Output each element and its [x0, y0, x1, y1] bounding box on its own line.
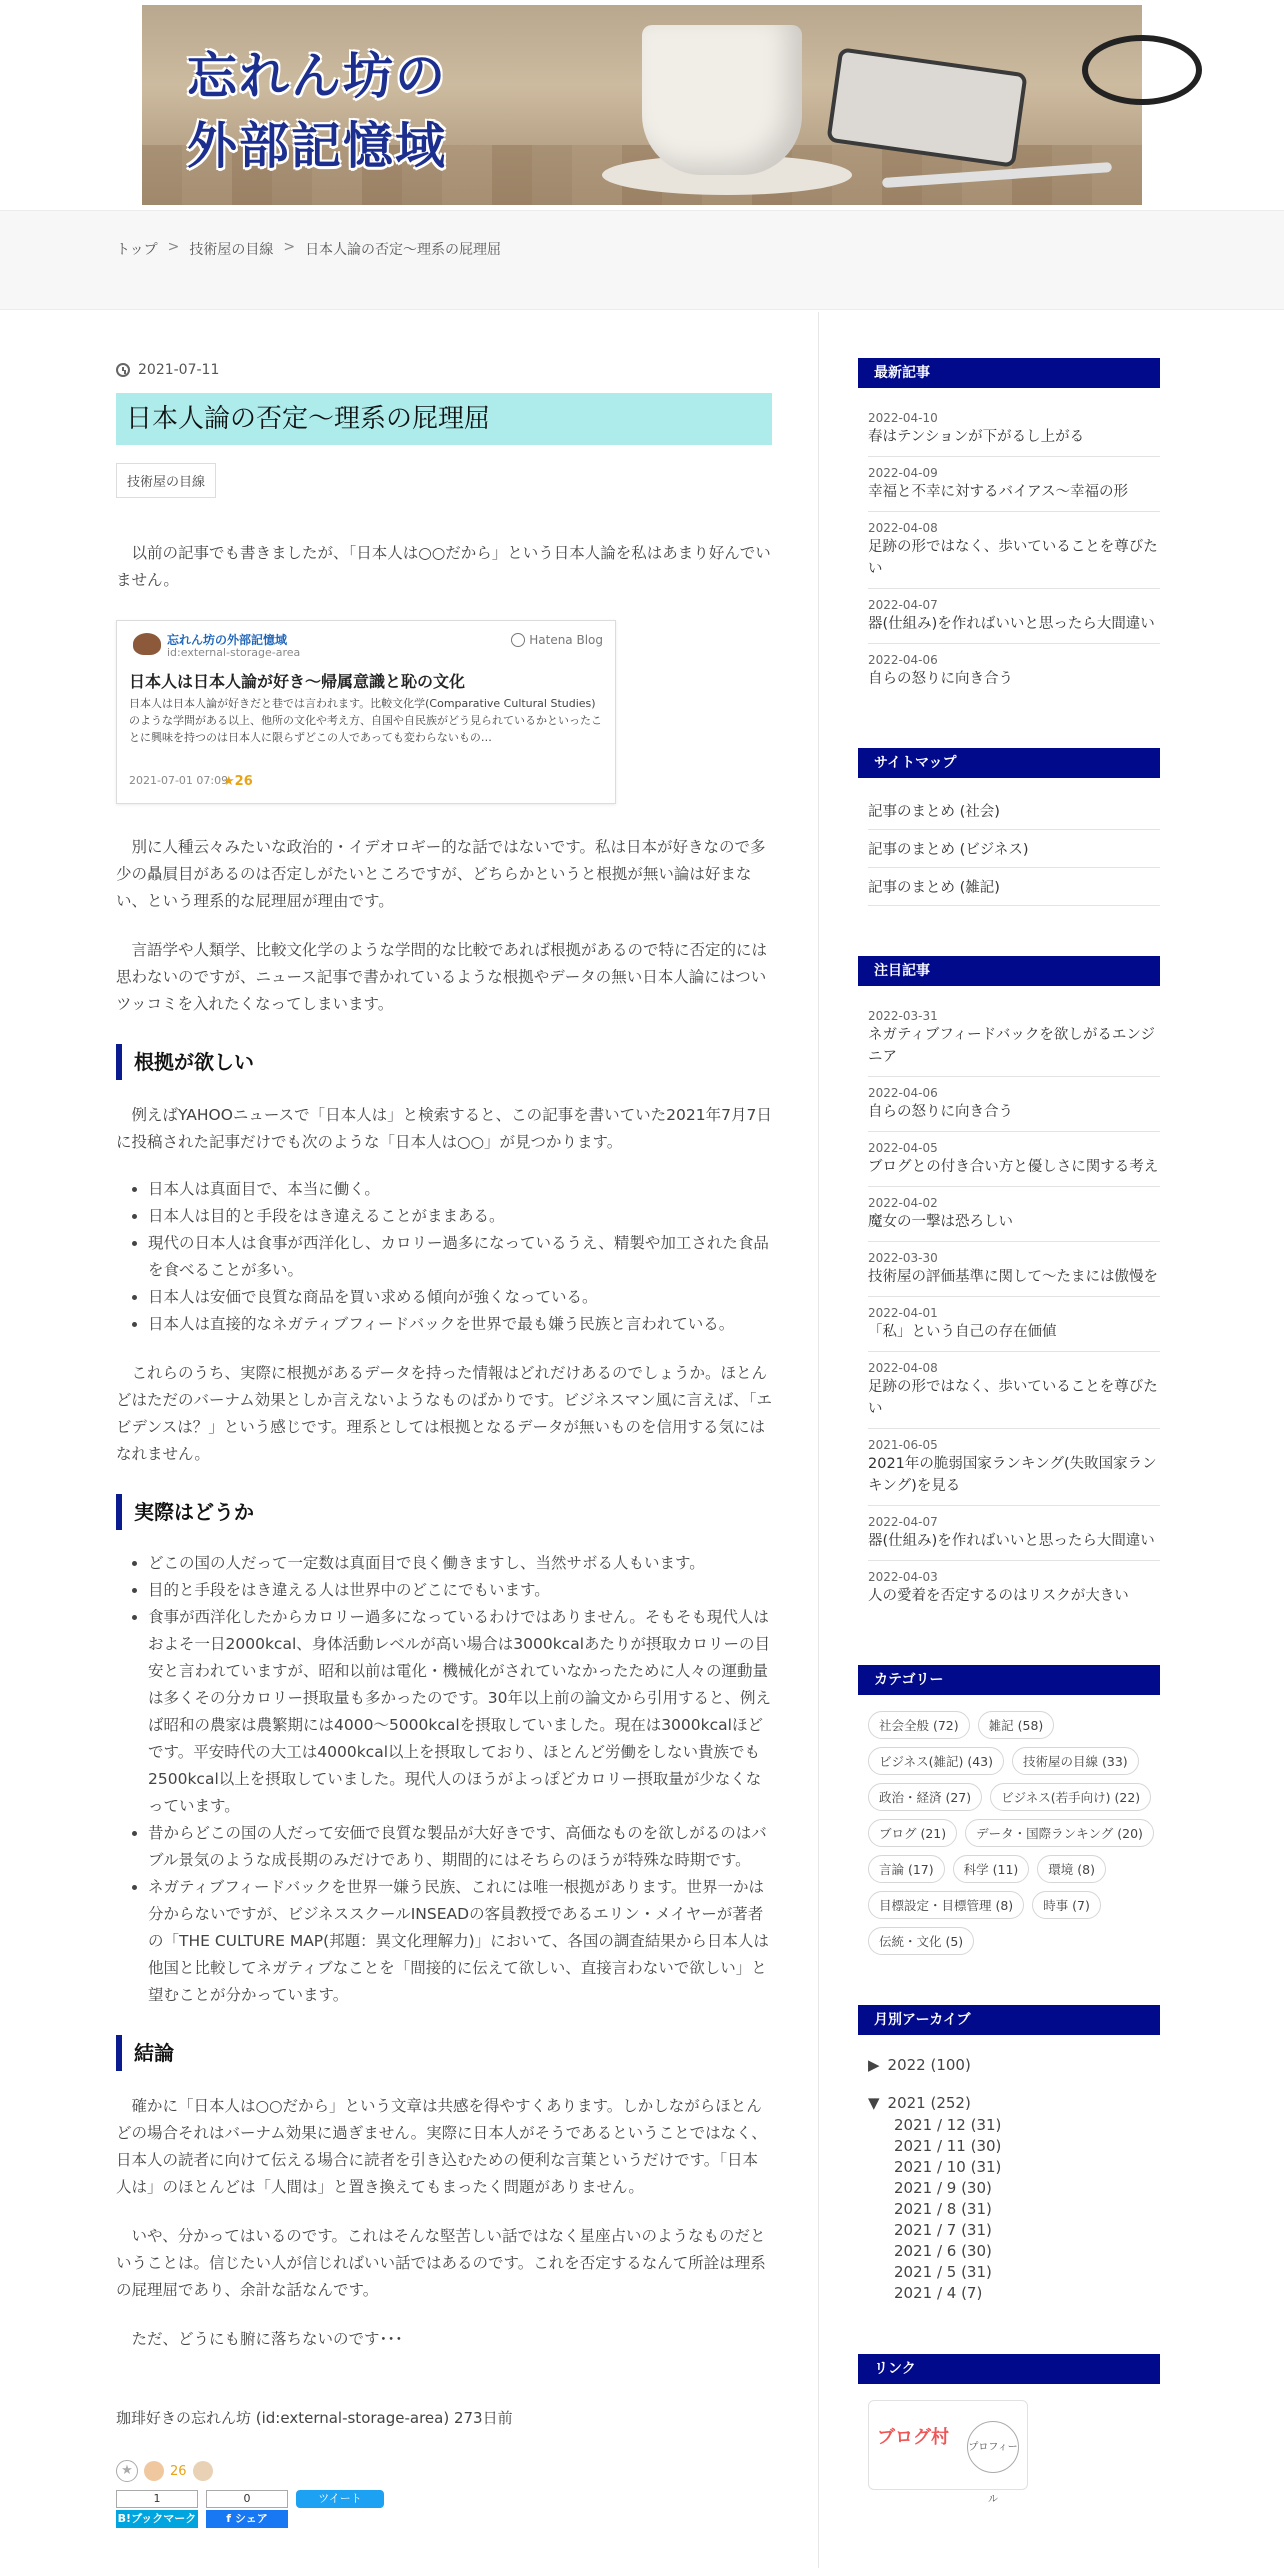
paragraph: 確かに「日本人は○○だから」という文章は共感を得やすくあります。しかしながらほとんどの場合それはバーナム効果に過ぎません。実際に日本人がそうであるということではなく、日本人の読者に向けて伝える場合に読者を引き込むための便利な言葉というだけです。「日本人は」のほとんどは「人間は」と置き換えてもまったく問題がありません。	[116, 2097, 767, 2196]
recent-post-item[interactable]	[868, 402, 1160, 457]
post-date: 2022-04-02	[868, 1196, 938, 1210]
caret-down-icon[interactable]: ▼	[868, 2094, 880, 2112]
post-title[interactable]: 器(仕組み)を作ればいいと思ったら大間違い	[868, 1533, 1155, 1549]
archive-year-2022[interactable]	[868, 2053, 1160, 2077]
module-title: カテゴリー	[858, 1665, 1160, 1695]
archive-module	[858, 2005, 1170, 2304]
archive-month-link[interactable]: 2021 / 7 (31)	[894, 2221, 992, 2239]
category-chip[interactable]: 科学 (11)	[953, 1855, 1030, 1883]
post-title[interactable]: 足跡の形ではなく、歩いていることを尊びたい	[868, 1379, 1158, 1417]
facebook-share-button[interactable]: f シェア	[206, 2510, 288, 2528]
category-chip[interactable]: 時事 (7)	[1032, 1891, 1101, 1919]
post-date: 2022-04-07	[868, 598, 938, 612]
post-date: 2022-04-08	[868, 1361, 938, 1375]
category-chip[interactable]: データ・国際ランキング (20)	[965, 1819, 1154, 1847]
featured-post-item[interactable]	[868, 1077, 1160, 1132]
category-chip[interactable]: ビジネス(雑記) (43)	[868, 1747, 1004, 1775]
breadcrumb-category[interactable]: 技術屋の目線	[189, 242, 274, 258]
sidebar	[858, 358, 1170, 2540]
module-title: 注目記事	[858, 956, 1160, 986]
featured-post-item[interactable]	[868, 1187, 1160, 1242]
recent-post-item[interactable]	[868, 644, 1160, 698]
embed-title[interactable]: 日本人は日本人論が好き～帰属意識と恥の文化	[129, 672, 466, 691]
post-date: 2022-03-30	[868, 1251, 938, 1265]
archive-months	[868, 2115, 1160, 2304]
archive-month-link[interactable]: 2021 / 8 (31)	[894, 2200, 992, 2218]
bullet-list	[116, 1176, 772, 1338]
banner-coffee-cup	[642, 25, 802, 175]
post-title[interactable]: 技術屋の評価基準に関して～たまには傲慢を	[868, 1269, 1158, 1285]
category-chip[interactable]: 伝統・文化 (5)	[868, 1927, 974, 1955]
post-title[interactable]: 自らの怒りに向き合う	[868, 671, 1013, 687]
list-item: • どこの国の人だって一定数は真面目で良く働きますし、当然サボる人もいます。	[148, 1550, 772, 1577]
hatena-logo-icon	[511, 633, 525, 647]
post-date: 2022-04-05	[868, 1141, 938, 1155]
post-title[interactable]: 春はテンションが下がるし上がる	[868, 429, 1085, 445]
breadcrumb	[116, 239, 501, 259]
featured-post-item[interactable]	[868, 1352, 1160, 1429]
post-title[interactable]: 自らの怒りに向き合う	[868, 1104, 1013, 1120]
archive-year-label[interactable]: 2021 (252)	[887, 2094, 971, 2112]
module-title: サイトマップ	[858, 748, 1160, 778]
breadcrumb-band	[0, 210, 1284, 310]
sitemap-link[interactable]: 記事のまとめ (雑記)	[868, 868, 1160, 906]
archive-month-link[interactable]: 2021 / 4 (7)	[894, 2284, 983, 2302]
recent-post-item[interactable]	[868, 589, 1160, 644]
list-item: • 日本人は安価で良質な商品を買い求める傾向が強くなっている。	[148, 1284, 772, 1311]
post-date: 2022-04-10	[868, 411, 938, 425]
post-date: 2022-03-31	[868, 1009, 938, 1023]
breadcrumb-separator: >	[167, 239, 180, 255]
embed-blog-id: id:external-storage-area	[167, 646, 301, 659]
paragraph: これらのうち、実際に根拠があるデータを持った情報はどれだけあるのでしょうか。ほとんどはただのバーナム効果としか言えないようなものばかりです。ビジネスマン風に言えば、「エビデンスは？」という感じです。理系としては根拠となるデータが無いものを信用する気にはなれません。	[116, 1364, 772, 1463]
recent-post-item[interactable]	[868, 457, 1160, 512]
archive-year-label[interactable]: 2022 (100)	[887, 2056, 971, 2074]
embed-blog-name[interactable]: 忘れん坊の外部記憶域	[167, 633, 288, 647]
post-date: 2022-04-01	[868, 1306, 938, 1320]
categories-module	[858, 1665, 1170, 1955]
hatena-blog-logo	[511, 633, 603, 647]
list-item: • ネガティブフィードバックを世界一嫌う民族、これには唯一根拠があります。世界一かは分からないですが、ビジネススクールINSEADの客員教授であるエリン・メイヤーが著者の「THE CULTURE MAP(邦題：異文化理解力)」において、各国の調査結果から日本人は他国と比較してネガティブなことを「間接的に伝えて欲しい、直接言わないで欲しい」と望むことが分かっています。	[148, 1874, 772, 2009]
entry-title[interactable]: 日本人論の否定～理系の屁理屈	[116, 393, 772, 445]
category-chip[interactable]: 目標設定・目標管理 (8)	[868, 1891, 1024, 1919]
category-chip[interactable]: 雑記 (58)	[978, 1711, 1055, 1739]
paragraph: 以前の記事でも書きましたが、「日本人は○○だから」という日本人論を私はあまり好んでいません。	[116, 544, 771, 589]
category-chip[interactable]: ブログ (21)	[868, 1819, 957, 1847]
breadcrumb-top[interactable]: トップ	[116, 242, 158, 258]
module-title: リンク	[858, 2354, 1160, 2384]
post-title[interactable]: 足跡の形ではなく、歩いていることを尊びたい	[868, 539, 1158, 577]
entry-date-link[interactable]: 2021-07-11	[138, 362, 220, 378]
profile-circle[interactable]: プロフィール	[967, 2421, 1019, 2473]
paragraph: いや、分かってはいるのです。これはそんな堅苦しい話ではなく星座占いのようなものだということは。信じたい人が信じればいい話ではあるのです。これを否定するなんて所詮は理系の屁理屈であり、余計な話なんです。	[116, 2227, 766, 2299]
list-item: • 食事が西洋化したからカロリー過多になっているわけではありません。そもそも現代人はおよそ一日2000kcal、身体活動レベルが高い場合は3000kcalあたりが摂取カロリーの目安と言われていますが、昭和以前は電化・機械化がされていなかったために人々の運動量は多くその分カロリー摂取量も多かったのです。30年以上前の論文から引用すると、例えば昭和の農家は農繁期には4000～5000kcalを摂取していました。現在は3000kcalほどです。平安時代の大工は4000kcal以上を摂取しており、ほとんど労働をしない貴族でも2500kcal以上を摂取していました。現代人のほうがよっぽどカロリー摂取量が少なくなっています。	[148, 1604, 772, 1820]
featured-post-item[interactable]	[868, 1132, 1160, 1187]
category-chip[interactable]: 環境 (8)	[1037, 1855, 1106, 1883]
hatena-blog-label: Hatena Blog	[529, 633, 603, 647]
module-title: 最新記事	[858, 358, 1160, 388]
post-date: 2022-04-06	[868, 653, 938, 667]
post-title[interactable]: 幸福と不幸に対するバイアス～幸福の形	[868, 484, 1128, 500]
post-title[interactable]: ネガティブフィードバックを欲しがるエンジニア	[868, 1027, 1156, 1065]
featured-post-item[interactable]	[868, 1506, 1160, 1561]
star-count: 26	[170, 2463, 187, 2479]
featured-post-item[interactable]	[868, 1297, 1160, 1352]
featured-posts-module	[858, 956, 1170, 1615]
list-item: • 昔からどこの国の人だって安価で良質な製品が大好きです、高価なものを欲しがるのはバブル景気のような成長期のみだけであり、期間的にはそちらのほうが特殊な時期です。	[148, 1820, 772, 1874]
featured-post-item[interactable]	[868, 1561, 1160, 1615]
sitemap-link[interactable]: 記事のまとめ (ビジネス)	[868, 830, 1160, 868]
category-chip[interactable]: ビジネス(若手向け) (22)	[990, 1783, 1151, 1811]
section-heading: 根拠が欲しい	[116, 1044, 772, 1080]
paragraph: 言語学や人類学、比較文化学のような学問的な比較であれば根拠があるので特に否定的には思わないのですが、ニュース記事で書かれているような根拠やデータの無い日本人論にはついツッコミを入れたくなってしまいます。	[116, 941, 768, 1013]
post-date: 2022-04-03	[868, 1570, 938, 1584]
entry-date	[116, 355, 772, 385]
featured-post-item[interactable]	[868, 1000, 1160, 1077]
post-title[interactable]: 2021年の脆弱国家ランキング(失敗国家ランキング)を見る	[868, 1456, 1157, 1494]
hatena-bookmark-button[interactable]: B!ブックマーク	[116, 2510, 198, 2528]
post-date: 2022-04-06	[868, 1086, 938, 1100]
list-item: • 日本人は目的と手段をはき違えることがままある。	[148, 1203, 772, 1230]
category-chip[interactable]: 言論 (17)	[868, 1855, 945, 1883]
post-date: 2021-06-05	[868, 1438, 938, 1452]
coffee-cup-icon	[133, 633, 161, 655]
sitemap-module	[858, 748, 1170, 906]
entry-category-tag[interactable]: 技術屋の目線	[116, 463, 216, 498]
post-title[interactable]: 魔女の一撃は恐ろしい	[868, 1214, 1013, 1230]
module-title: 月別アーカイブ	[858, 2005, 1160, 2035]
post-date: 2022-04-07	[868, 1515, 938, 1529]
recent-post-item[interactable]	[868, 512, 1160, 589]
site-header	[0, 0, 1284, 210]
embed-star-count: ★26	[223, 774, 253, 789]
section-heading: 実際はどうか	[116, 1494, 772, 1530]
hatena-star-row	[116, 2460, 772, 2482]
paragraph: ただ、どうにも腑に落ちないのです･･･	[131, 2330, 403, 2348]
breadcrumb-separator: >	[283, 239, 296, 255]
paragraph: 別に人種云々みたいな政治的・イデオロギー的な話ではないです。私は日本が好きなので多少の贔屓目があるのは否定しがたいところですが、どちらかというと根拠が無い論は好まない、という理系的な屁理屈が理由です。	[116, 838, 766, 910]
clock-icon	[116, 363, 130, 377]
breadcrumb-current: 日本人論の否定～理系の屁理屈	[305, 242, 502, 258]
featured-post-item[interactable]	[868, 1429, 1160, 1506]
category-chip[interactable]: 政治・経済 (27)	[868, 1783, 982, 1811]
entry-author-line[interactable]: 珈琲好きの忘れん坊 (id:external-storage-area) 273日前	[116, 2409, 513, 2427]
article	[116, 355, 772, 2528]
recent-posts-module	[858, 358, 1170, 698]
section-heading: 結論	[116, 2035, 772, 2071]
archive-month-link[interactable]: 2021 / 6 (30)	[894, 2242, 992, 2260]
post-date: 2022-04-09	[868, 466, 938, 480]
post-date: 2022-04-08	[868, 521, 938, 535]
post-title[interactable]: ブログとの付き合い方と優しさに関する考え	[868, 1159, 1159, 1175]
sitemap-link[interactable]: 記事のまとめ (社会)	[868, 792, 1160, 830]
archive-month-link[interactable]: 2021 / 5 (31)	[894, 2263, 992, 2281]
share-count: 0	[206, 2490, 288, 2508]
archive-month-link[interactable]: 2021 / 10 (31)	[894, 2158, 1002, 2176]
blogmura-logo: ブログ村	[877, 2427, 949, 2448]
links-module	[858, 2354, 1170, 2505]
avatar[interactable]	[193, 2461, 213, 2481]
post-title[interactable]: 人の愛着を否定するのはリスクが大きい	[868, 1588, 1129, 1604]
archive-month-link[interactable]: 2021 / 12 (31)	[894, 2116, 1002, 2134]
featured-post-item[interactable]	[868, 1242, 1160, 1297]
list-item: • 現代の日本人は食事が西洋化し、カロリー過多になっているうえ、精製や加工された食品を食べることが多い。	[148, 1230, 772, 1284]
category-chip[interactable]: 社会全般 (72)	[868, 1711, 970, 1739]
hatena-bookmark-share[interactable]	[116, 2490, 198, 2528]
avatar[interactable]	[144, 2461, 164, 2481]
archive-month-link[interactable]: 2021 / 11 (30)	[894, 2137, 1002, 2155]
blogmura-badge[interactable]	[868, 2400, 1028, 2505]
list-item: • 目的と手段をはき違える人は世界中のどこにでもいます。	[148, 1577, 772, 1604]
tweet-button[interactable]: ツイート	[296, 2490, 384, 2508]
banner-glasses	[1082, 35, 1202, 105]
bullet-list	[116, 1550, 772, 2009]
paragraph: 例えばYAHOOニュースで「日本人は」と検索すると、この記事を書いていた2021年7月7日に投稿された記事だけでも次のような「日本人は○○」が見つかります。	[116, 1106, 772, 1151]
add-star-icon[interactable]: ★	[116, 2460, 138, 2482]
post-title[interactable]: 器(仕組み)を作ればいいと思ったら大間違い	[868, 616, 1155, 632]
share-buttons	[116, 2490, 772, 2528]
site-title[interactable]: 忘れん坊の 外部記憶域	[187, 46, 447, 175]
site-banner[interactable]	[142, 5, 1142, 205]
embed-date: 2021-07-01 07:09	[129, 774, 229, 787]
list-item: • 日本人は直接的なネガティブフィードバックを世界で最も嫌う民族と言われている。	[148, 1311, 772, 1338]
share-count: 1	[116, 2490, 198, 2508]
caret-right-icon[interactable]: ▶	[868, 2056, 880, 2074]
archive-month-link[interactable]: 2021 / 9 (30)	[894, 2179, 992, 2197]
archive-year-2021[interactable]	[868, 2091, 1160, 2115]
post-title[interactable]: 「私」という自己の存在価値	[868, 1324, 1057, 1340]
list-item: • 日本人は真面目で、本当に働く。	[148, 1176, 772, 1203]
category-chip[interactable]: 技術屋の目線 (33)	[1012, 1747, 1139, 1775]
facebook-share[interactable]	[206, 2490, 288, 2528]
blog-card-embed[interactable]	[116, 620, 616, 804]
column-divider	[818, 312, 819, 2568]
embed-description: 日本人は日本人論が好きだと巷では言われます。比較文化学(Comparative Cultural Studies)のような学問がある以上、他所の文化や考え方、自国や自民族がどう見られているかといったことに興味を持つのは日本人に限らずどこの人であっても変わらないもの…	[129, 697, 602, 744]
